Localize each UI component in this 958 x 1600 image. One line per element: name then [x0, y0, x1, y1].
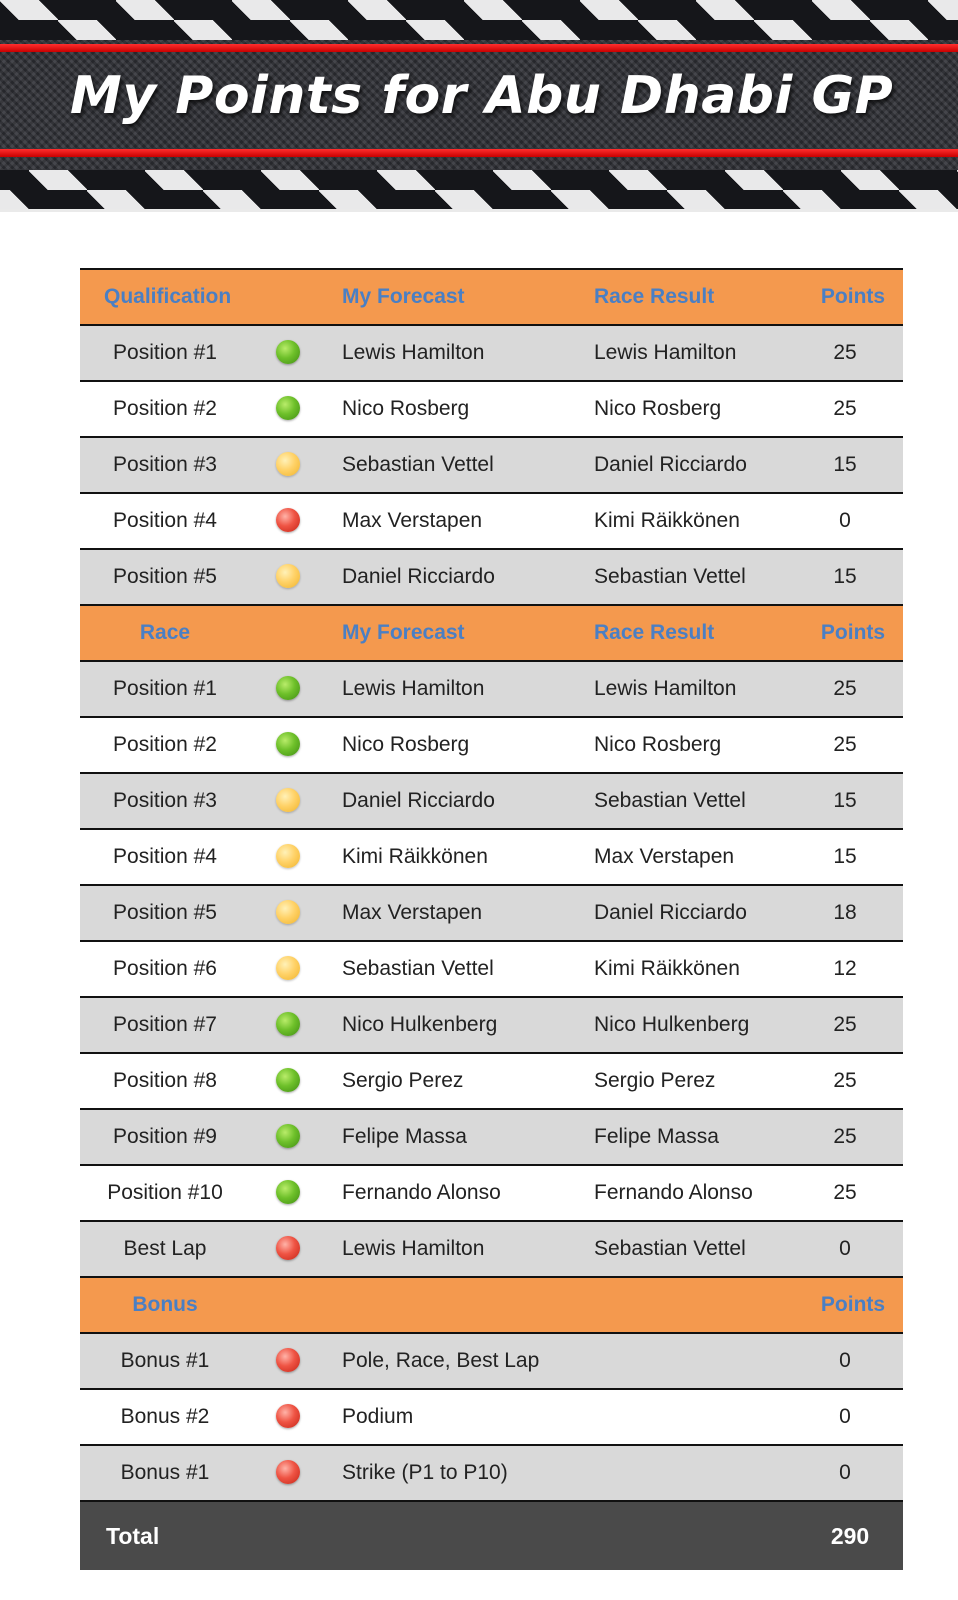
yellow-status-dot-icon [276, 844, 300, 868]
row-label: Bonus #2 [120, 1405, 210, 1428]
points-cell: 0 [839, 509, 851, 532]
result-cell: Max Verstapen [594, 845, 735, 868]
checkered-flag-top [0, 0, 958, 40]
bonus-header-row [80, 1278, 903, 1334]
forecast-cell: Sebastian Vettel [342, 453, 494, 476]
green-status-dot-icon [276, 732, 300, 756]
yellow-status-dot-icon [276, 564, 300, 588]
forecast-cell: Daniel Ricciardo [342, 789, 495, 812]
race-header-row [80, 606, 903, 662]
result-cell: Kimi Räikkönen [594, 957, 740, 980]
red-status-dot-icon [276, 1404, 300, 1428]
race-header-title: Race [139, 621, 191, 644]
points-cell: 25 [833, 677, 857, 700]
table-row [80, 1334, 903, 1390]
green-status-dot-icon [276, 676, 300, 700]
row-label: Position #8 [113, 1069, 217, 1092]
banner-divider [0, 209, 958, 212]
forecast-cell: Lewis Hamilton [342, 677, 485, 700]
points-cell: 25 [833, 1013, 857, 1036]
yellow-status-dot-icon [276, 452, 300, 476]
forecast-cell: Pole, Race, Best Lap [342, 1349, 540, 1372]
green-status-dot-icon [276, 340, 300, 364]
points-cell: 15 [833, 565, 857, 588]
table-row [80, 1110, 903, 1166]
points-column-header: Points [820, 285, 886, 308]
points-cell: 25 [833, 1125, 857, 1148]
qualification-header-title: Qualification [104, 285, 232, 308]
checkered-flag-bottom [0, 170, 958, 210]
forecast-cell: Fernando Alonso [342, 1181, 501, 1204]
result-column-header: Race Result [594, 621, 715, 644]
forecast-cell: Sergio Perez [342, 1069, 464, 1092]
yellow-status-dot-icon [276, 900, 300, 924]
row-label: Position #9 [113, 1125, 217, 1148]
row-label: Position #6 [113, 957, 217, 980]
red-status-dot-icon [276, 1236, 300, 1260]
points-cell: 0 [839, 1349, 851, 1372]
yellow-status-dot-icon [276, 788, 300, 812]
forecast-cell: Felipe Massa [342, 1125, 467, 1148]
forecast-cell: Daniel Ricciardo [342, 565, 495, 588]
row-label: Position #1 [113, 677, 217, 700]
forecast-cell: Podium [342, 1405, 414, 1428]
green-status-dot-icon [276, 1012, 300, 1036]
table-row [80, 1166, 903, 1222]
red-status-dot-icon [276, 1348, 300, 1372]
table-row [80, 494, 903, 550]
result-cell: Lewis Hamilton [594, 677, 737, 700]
table-row [80, 998, 903, 1054]
result-cell: Sebastian Vettel [594, 1237, 746, 1260]
table-row [80, 1222, 903, 1278]
row-label: Position #2 [113, 733, 217, 756]
header-banner [0, 0, 958, 212]
result-cell: Sergio Perez [594, 1069, 716, 1092]
green-status-dot-icon [276, 396, 300, 420]
table-row [80, 1390, 903, 1446]
forecast-cell: Kimi Räikkönen [342, 845, 488, 868]
points-cell: 25 [833, 341, 857, 364]
table-row [80, 1054, 903, 1110]
total-row [80, 1502, 903, 1570]
points-column-header: Points [820, 621, 886, 644]
points-cell: 15 [833, 789, 857, 812]
result-cell: Nico Rosberg [594, 397, 722, 420]
table-row [80, 774, 903, 830]
forecast-cell: Strike (P1 to P10) [342, 1461, 508, 1484]
points-cell: 25 [833, 733, 857, 756]
table-row [80, 942, 903, 998]
points-cell: 0 [839, 1237, 851, 1260]
green-status-dot-icon [276, 1124, 300, 1148]
result-cell: Lewis Hamilton [594, 341, 737, 364]
forecast-cell: Lewis Hamilton [342, 341, 485, 364]
points-cell: 0 [839, 1461, 851, 1484]
red-status-dot-icon [276, 1460, 300, 1484]
row-label: Bonus #1 [120, 1461, 210, 1484]
forecast-cell: Sebastian Vettel [342, 957, 494, 980]
result-cell: Sebastian Vettel [594, 565, 746, 588]
table-row [80, 662, 903, 718]
row-label: Position #3 [113, 453, 217, 476]
row-label: Best Lap [123, 1237, 207, 1260]
row-label: Position #4 [113, 509, 217, 532]
table-row [80, 382, 903, 438]
result-cell: Daniel Ricciardo [594, 453, 747, 476]
row-label: Position #5 [113, 901, 217, 924]
table-row [80, 550, 903, 606]
points-table [80, 268, 903, 1570]
result-cell: Daniel Ricciardo [594, 901, 747, 924]
table-row [80, 830, 903, 886]
bonus-header-title: Bonus [132, 1293, 198, 1316]
row-label: Bonus #1 [120, 1349, 210, 1372]
table-row [80, 326, 903, 382]
forecast-cell: Max Verstapen [342, 901, 483, 924]
points-cell: 0 [839, 1405, 851, 1428]
points-column-header: Points [820, 1293, 886, 1316]
result-cell: Sebastian Vettel [594, 789, 746, 812]
points-cell: 18 [833, 901, 857, 924]
points-cell: 12 [833, 957, 857, 980]
row-label: Position #1 [113, 341, 217, 364]
forecast-column-header: My Forecast [342, 621, 465, 644]
row-label: Position #3 [113, 789, 217, 812]
red-stripe-bottom [0, 149, 958, 157]
result-cell: Kimi Räikkönen [594, 509, 740, 532]
forecast-cell: Nico Rosberg [342, 733, 470, 756]
points-cell: 25 [833, 1181, 857, 1204]
red-stripe-top [0, 44, 958, 52]
page-title: My Points for Abu Dhabi GP [70, 66, 894, 126]
points-cell: 15 [833, 453, 857, 476]
green-status-dot-icon [276, 1068, 300, 1092]
row-label: Position #4 [113, 845, 217, 868]
table-row [80, 1446, 903, 1502]
forecast-cell: Max Verstapen [342, 509, 483, 532]
row-label: Position #2 [113, 397, 217, 420]
result-cell: Fernando Alonso [594, 1181, 753, 1204]
green-status-dot-icon [276, 1180, 300, 1204]
result-cell: Felipe Massa [594, 1125, 719, 1148]
points-cell: 25 [833, 397, 857, 420]
points-cell: 25 [833, 1069, 857, 1092]
result-cell: Nico Rosberg [594, 733, 722, 756]
yellow-status-dot-icon [276, 956, 300, 980]
table-row [80, 886, 903, 942]
row-label: Position #7 [113, 1013, 217, 1036]
forecast-column-header: My Forecast [342, 285, 465, 308]
qualification-header-row [80, 268, 903, 326]
forecast-cell: Lewis Hamilton [342, 1237, 485, 1260]
forecast-cell: Nico Rosberg [342, 397, 470, 420]
result-cell: Nico Hulkenberg [594, 1013, 750, 1036]
total-label: Total [106, 1523, 160, 1549]
points-cell: 15 [833, 845, 857, 868]
table-row [80, 718, 903, 774]
forecast-cell: Nico Hulkenberg [342, 1013, 498, 1036]
result-column-header: Race Result [594, 285, 715, 308]
row-label: Position #5 [113, 565, 217, 588]
total-value: 290 [830, 1523, 870, 1549]
table-row [80, 438, 903, 494]
row-label: Position #10 [107, 1181, 223, 1204]
red-status-dot-icon [276, 508, 300, 532]
